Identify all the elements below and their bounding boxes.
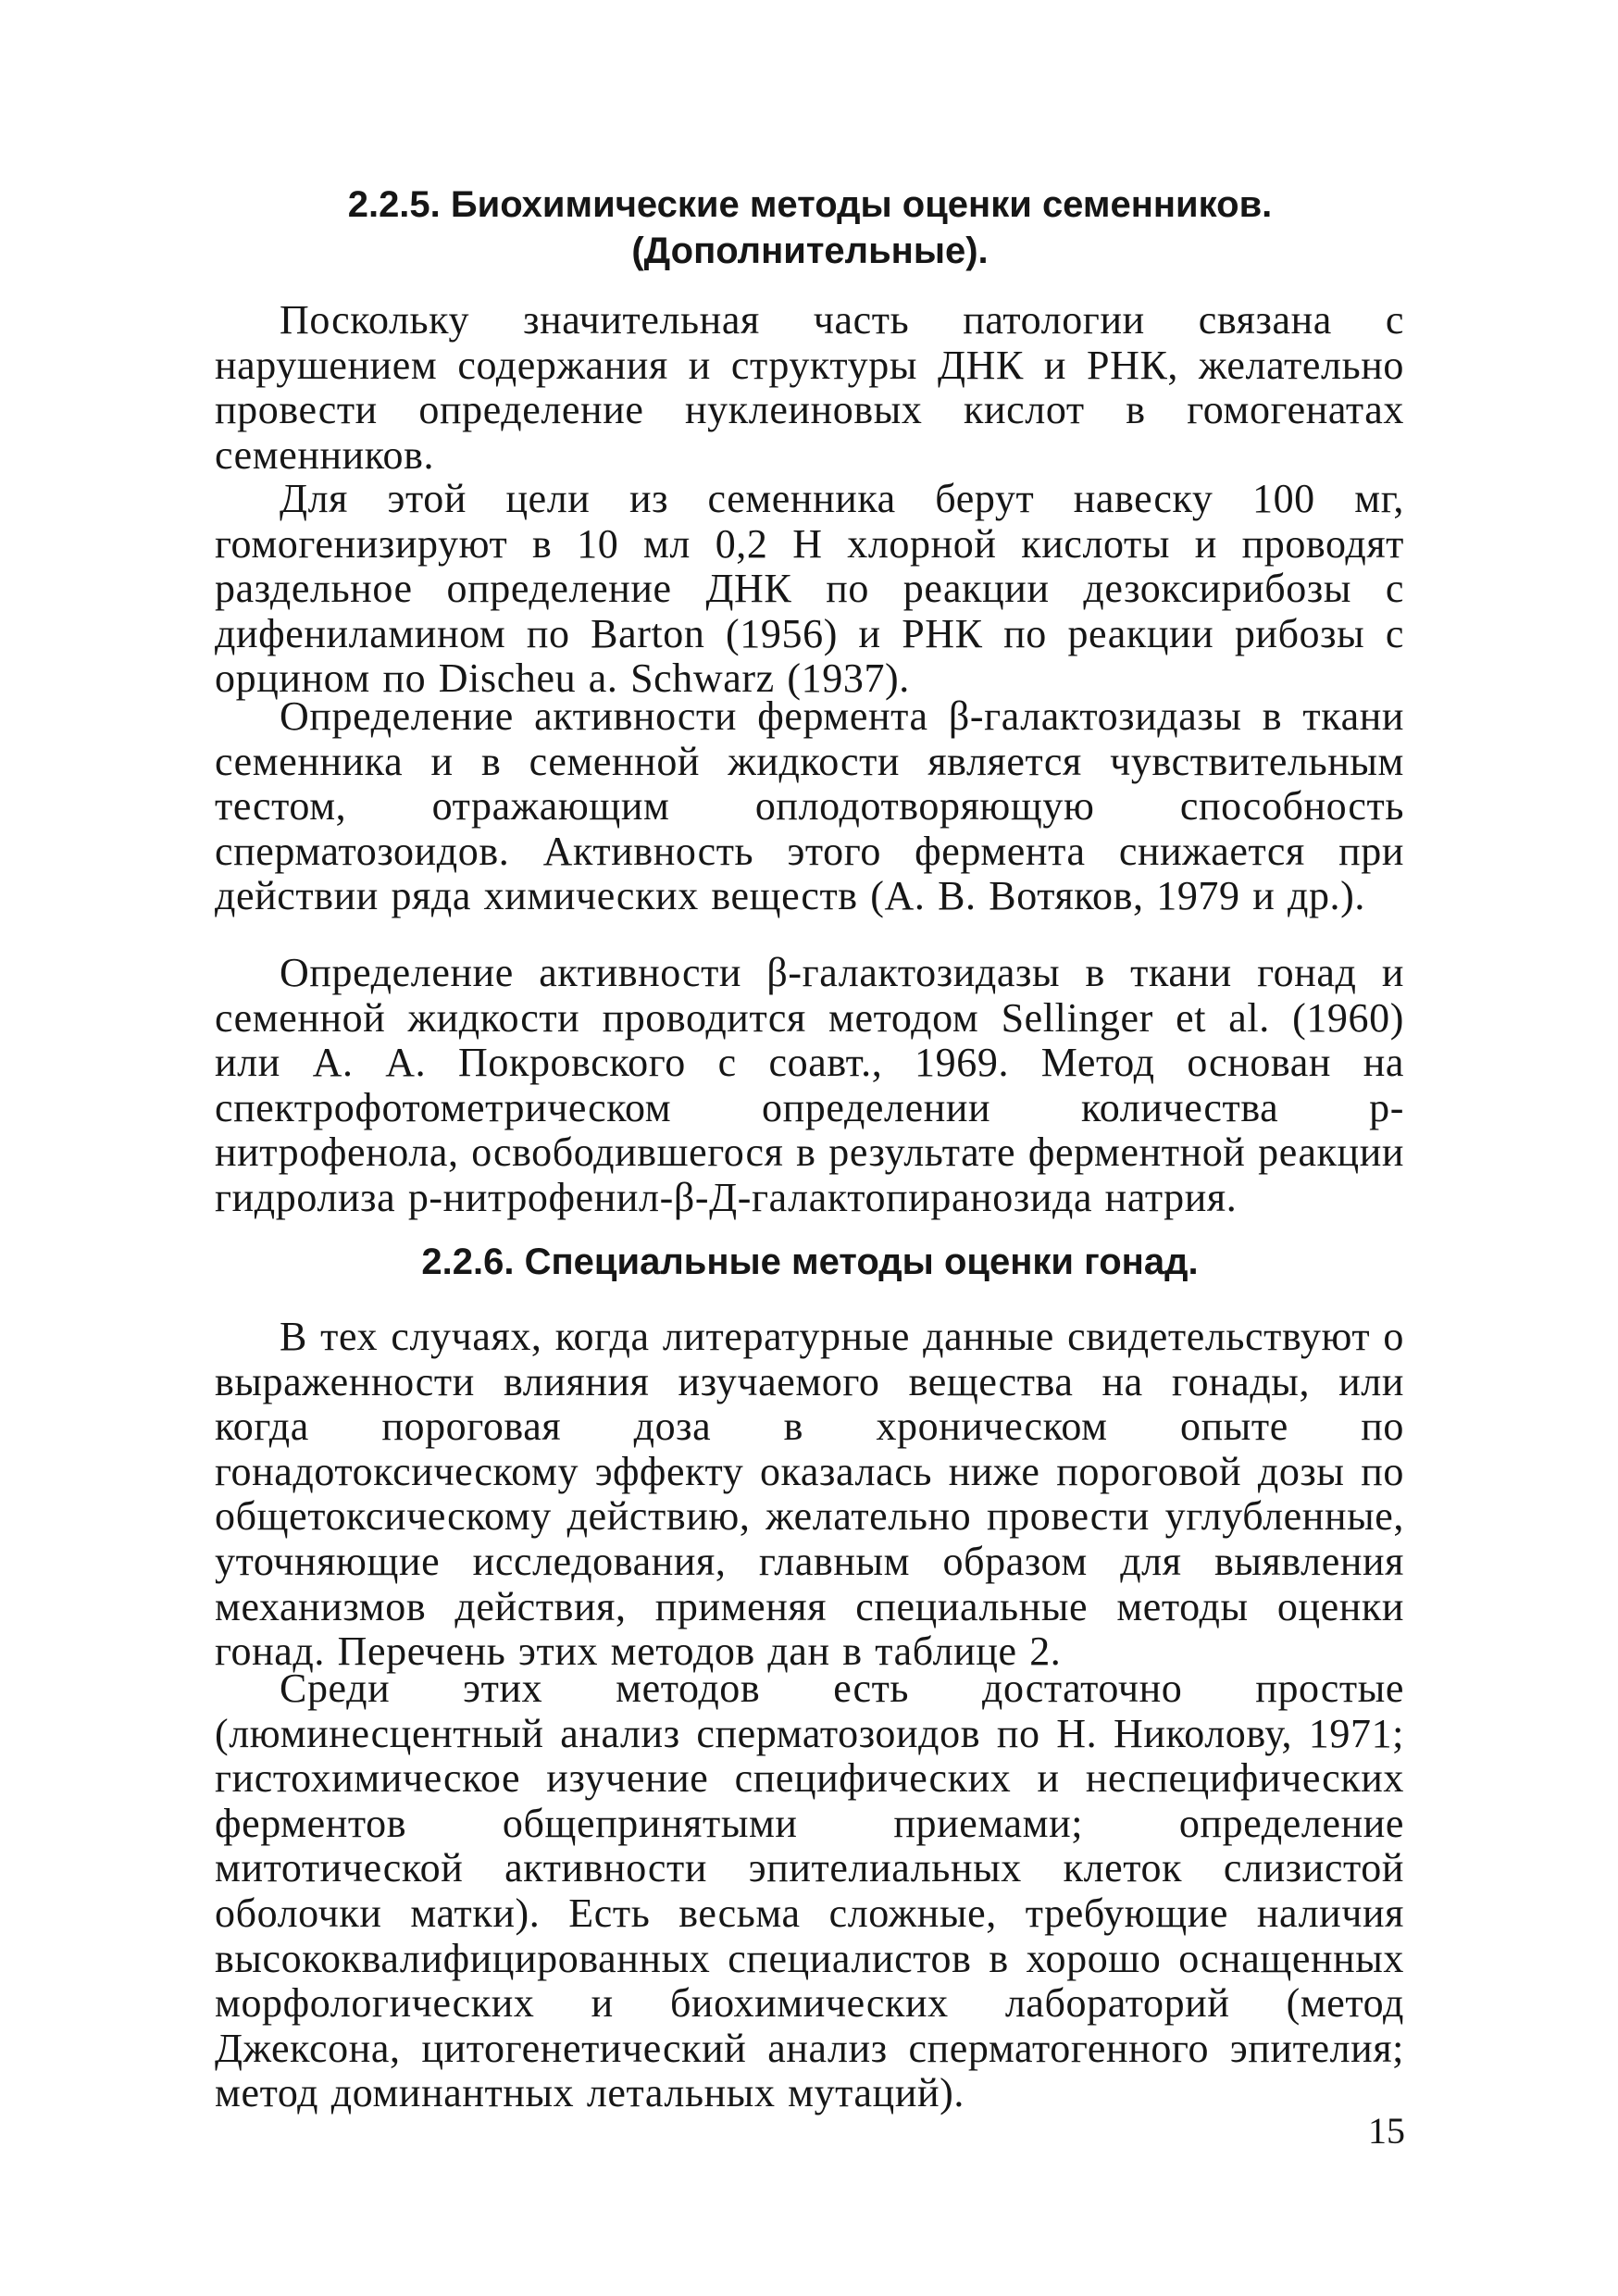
paragraph-1: Поскольку значительная часть патологии связана с нарушением содержания и структуры ДНК и РНК, желательно провести определение нуклеиновых кислот в гомогенатах семенников. xyxy=(215,297,1404,478)
paragraph-3: Определение активности фермента β-галактозидазы в ткани семенника и в семенной жидкости является чувствительным тестом, отражающим оплодотворяющую способность сперматозоидов. Активность этого фермента снижается при действии ряда химических веществ (А. В. Вотяков, 1979 и др.). xyxy=(215,693,1404,919)
section-2-2-5-heading-line-1: 2.2.5. Биохимические методы оценки семенников. xyxy=(347,184,1273,225)
paragraph-5: В тех случаях, когда литературные данные свидетельствуют о выраженности влияния изучаемого вещества на гонады, или когда пороговая доза в хроническом опыте по гонадотоксическому эффекту оказалась ниже пороговой дозы по общетоксическому действию, желательно провести углубленные, уточняющие исследования, главным образом для выявления механизмов действия, применяя специальные методы оценки гонад. Перечень этих методов дан в таблице 2. xyxy=(215,1314,1404,1675)
paragraph-4: Определение активности β-галактозидазы в ткани гонад и семенной жидкости проводится методом Sellinger et al. (1960) или А. А. Покровского с соавт., 1969. Метод основан на спектрофотометрическом определении количества р-нитрофенола, освободившегося в результате ферментной реакции гидролиза р-нитрофенил-β-Д-галактопиранозида натрия. xyxy=(215,950,1404,1220)
page-number: 15 xyxy=(1368,2110,1405,2152)
paragraph-2: Для этой цели из семенника берут навеску 100 мг, гомогенизируют в 10 мл 0,2 Н хлорной кислоты и проводят раздельное определение ДНК по реакции дезоксирибозы с дифениламином по Barton (1956) и РНК по реакции рибозы с орцином по Discheu a. Schwarz (1937). xyxy=(215,476,1404,702)
paragraph-6: Среди этих методов есть достаточно простые (люминесцентный анализ сперматозоидов по Н. Николову, 1971; гистохимическое изучение специфических и неспецифических ферментов общепринятыми приемами; определение митотической активности эпителиальных клеток слизистой оболочки матки). Есть весьма сложные, требующие наличия высококвалифицированных специалистов в хорошо оснащенных морфологических и биохимических лабораторий (метод Джексона, цитогенетический анализ сперматогенного эпителия; метод доминантных летальных мутаций). xyxy=(215,1666,1404,2116)
section-2-2-5-heading xyxy=(213,181,1407,274)
section-2-2-6-heading: 2.2.6. Специальные методы оценки гонад. xyxy=(421,1242,1199,1282)
section-2-2-5-heading-line-2: (Дополнительные). xyxy=(631,231,989,271)
